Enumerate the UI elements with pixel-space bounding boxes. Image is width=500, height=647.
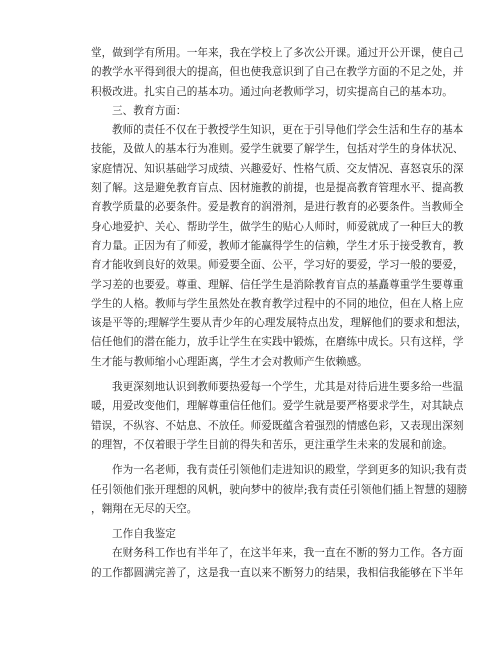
text-line: 的工作都圆满完善了，这是我一直以来不断努力的结果，我相信我能够在下半年 [91, 566, 464, 579]
text-line: 教师的责任不仅在于教授学生知识，更在于引导他们学会生活和生存的基本 [112, 124, 464, 137]
text-line: 学生的人格。教师与学生虽然处在教育教学过程中的不同的地位，但在人格上应 [91, 297, 464, 310]
section-heading-self-assessment: 工作自我鉴定 [112, 528, 176, 541]
text-line: 错误，不纵容、不姑息、不放任。师爱既蕴含着强烈的情感色彩，又表现出深刻 [91, 419, 464, 432]
paragraph-teacher-duty [91, 461, 468, 519]
text-line: 该是平等的;理解学生要从青少年的心理发展特点出发，理解他们的要求和想法， [91, 317, 468, 330]
document-body [91, 44, 468, 583]
paragraph-love-students [91, 378, 464, 455]
text-line: 的理智，不仅着眼于学生目前的得失和苦乐，更注重学生未来的发展和前途。 [91, 438, 453, 451]
text-line: 身心地爱护、关心、帮助学生，做学生的贴心人师时，师爱就成了一种巨大的教 [91, 220, 464, 233]
text-line: 的教学水平得到很大的提高，但也使我意识到了自己在教学方面的不足之处，并 [91, 66, 464, 79]
text-line: 刻了解。这是避免教育盲点、因材施教的前提，也是提高教育管理水平、提高教 [91, 182, 464, 195]
text-line: 作为一名老师，我有责任引领他们走进知识的殿堂，学到更多的知识;我有责 [112, 464, 467, 477]
text-line: 堂，做到学有所用。一年来，我在学校上了多次公开课。通过开公开课，使自己 [91, 47, 464, 59]
paragraph-teacher-responsibility [91, 121, 468, 372]
section-heading-education: 三、教育方面： [112, 104, 187, 117]
text-line: 生才能与教师缩小心理距离，学生才会对教师产生依赖感。 [91, 355, 368, 368]
text-line: 在财务科工作也有半年了，在这半年来，我一直在不断的努力工作。各方面 [112, 547, 464, 560]
text-line: 育力量。正因为有了师爱，教师才能赢得学生的信赖，学生才乐于接受教育，教 [91, 239, 464, 252]
text-line: 积极改进。扎实自己的基本功。通过向老教师学习，切实提高自己的基本功。 [91, 85, 453, 98]
text-line: 我更深刻地认识到教师要热爱每一个学生，尤其是对待后进生要多给一些温 [112, 381, 464, 394]
paragraph-finance-work [91, 544, 464, 583]
text-line: 家庭情况、知识基础学习成绩、兴趣爱好、性格气质、交友情况、喜怒哀乐的深 [91, 162, 464, 175]
text-line: 技能，及做人的基本行为准则。爱学生就要了解学生，包括对学生的身体状况、 [91, 143, 464, 156]
text-line: 暖，用爱改变他们，理解尊重信任他们。爱学生就是要严格要求学生，对其缺点 [91, 400, 464, 413]
text-line: ，翱翔在无尽的天空。 [91, 502, 198, 515]
text-line: 育才能收到良好的效果。师爱要全面、公平，学习好的要爱，学习一般的要爱， [91, 259, 464, 272]
text-line: 育教学质量的必要条件。爱是教育的润滑剂，是进行教育的必要条件。当教师全 [91, 201, 464, 214]
text-line: 任引领他们张开理想的风帆，驶向梦中的彼岸;我有责任引领他们插上智慧的翅膀 [91, 483, 468, 496]
text-line: 信任他们的潜在能力，放手让学生在实践中锻炼，在磨练中成长。只有这样，学 [91, 336, 464, 349]
paragraph-teaching-practice [91, 44, 464, 102]
text-line: 学习差的也要爱。尊重、理解、信任学生是消除教育盲点的基矗尊重学生要尊重 [91, 278, 464, 291]
